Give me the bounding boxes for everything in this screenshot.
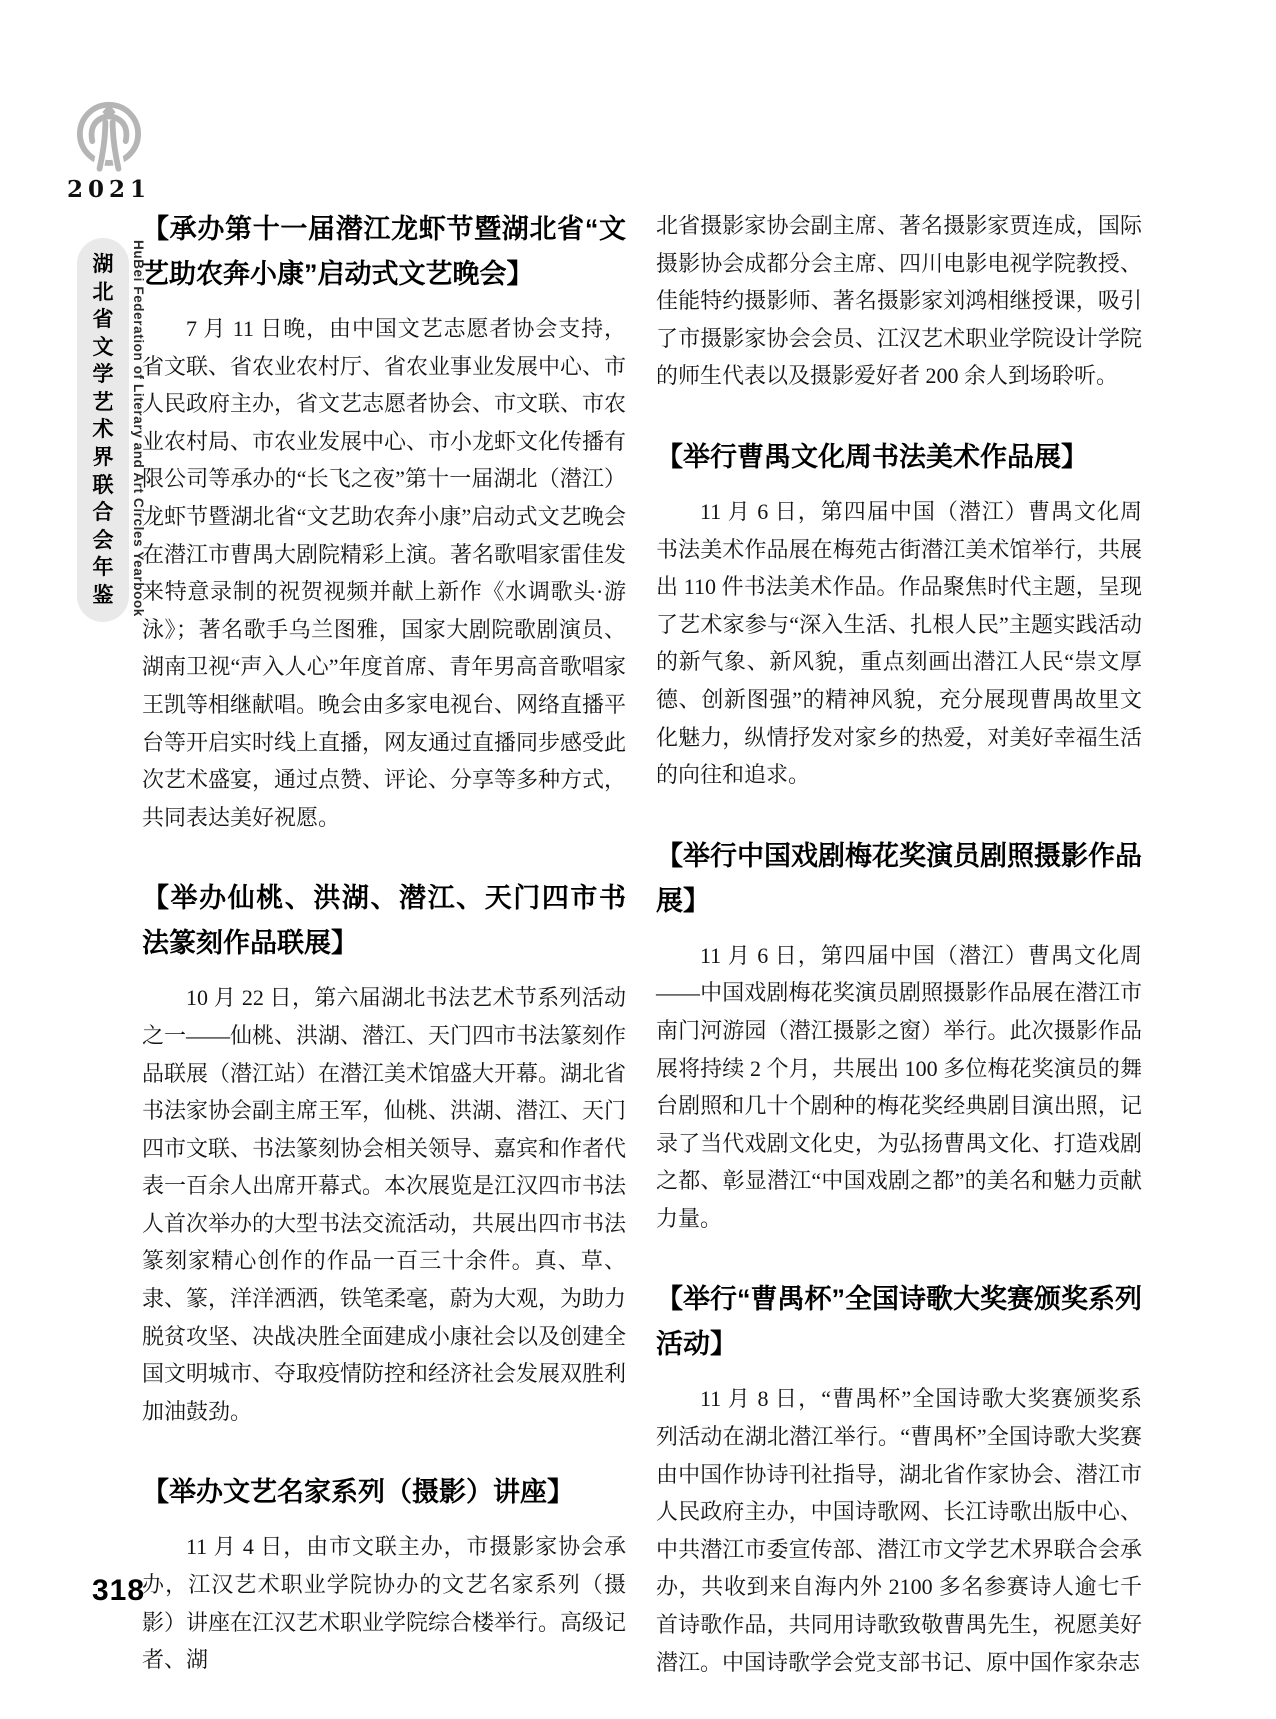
entry-paragraph: 7 月 11 日晚，由中国文艺志愿者协会支持，省文联、省农业农村厅、省农业事业发展中心、市人民政府主办，省文艺志愿者协会、市文联、市农业农村局、市农业发展中心、市小龙虾文化传播有限公司等承办的“长飞之夜”第十一届湖北（潜江）龙虾节暨湖北省“文艺助农奔小康”启动式文艺晚会在潜江市曹禺大剧院精彩上演。著名歌唱家雷佳发来特意录制的祝贺视频并献上新作《水调歌头·游泳》；著名歌手乌兰图雅，国家大剧院歌剧演员、湖南卫视“声入人心”年度首席、青年男高音歌唱家王凯等相继献唱。晚会由多家电视台、网络直播平台等开启实时线上直播，网友通过直播同步感受此次艺术盛宴，通过点赞、评论、分享等多种方式，共同表达美好祝愿。 bbox=[142, 316, 627, 830]
sidebar-chinese-title bbox=[77, 238, 129, 622]
entry-paragraph: 北省摄影家协会副主席、著名摄影家贾连成，国际摄影协会成都分会主席、四川电影电视学院教授、佳能特约摄影师、著名摄影家刘鸿相继授课，吸引了市摄影家协会会员、江汉艺术职业学院设计学院的师生代表以及摄影爱好者 200 余人到场聆听。 bbox=[656, 213, 1142, 389]
article-section bbox=[142, 207, 626, 836]
right-column bbox=[656, 207, 1142, 1681]
article-section bbox=[142, 876, 626, 1430]
entry-paragraph: 11 月 8 日，“曹禺杯”全国诗歌大奖赛颁奖系列活动在湖北潜江举行。“曹禺杯”全国诗歌大奖赛由中国作协诗刊社指导，湖北省作家协会、潜江市人民政府主办，中国诗歌网、长江诗歌出版中心、中共潜江市委宣传部、潜江市文学艺术界联合会承办，共收到来自海内外 2100 多名参赛诗人逾七千首诗歌作品，共同用诗歌致敬曹禺先生，祝愿美好潜江。中国诗歌学会党支部书记、原中国作家杂志 bbox=[656, 1386, 1142, 1675]
article-section bbox=[656, 435, 1142, 794]
article-section bbox=[656, 207, 1142, 395]
entry-heading: 【举行“曹禺杯”全国诗歌大奖赛颁奖系列活动】 bbox=[656, 1284, 1142, 1360]
article-section bbox=[656, 834, 1142, 1238]
sidebar-title-char: 术 bbox=[92, 418, 114, 442]
federation-logo-icon bbox=[72, 96, 146, 176]
sidebar-title-char: 文 bbox=[92, 335, 114, 359]
sidebar-title-char: 会 bbox=[92, 528, 114, 552]
sidebar-title-char: 合 bbox=[92, 501, 114, 525]
edition-year: 2021 bbox=[66, 176, 151, 203]
entry-heading: 【承办第十一届潜江龙虾节暨湖北省“文艺助农奔小康”启动式文艺晚会】 bbox=[142, 214, 626, 289]
left-column bbox=[142, 207, 626, 1679]
sidebar-title-char: 省 bbox=[92, 308, 114, 332]
sidebar-title-char: 联 bbox=[92, 473, 114, 497]
entry-heading: 【举办文艺名家系列（摄影）讲座】 bbox=[142, 1477, 574, 1508]
sidebar-title-char: 北 bbox=[92, 280, 114, 304]
entry-paragraph: 11 月 6 日，第四届中国（潜江）曹禺文化周——中国戏剧梅花奖演员剧照摄影作品展在潜江市南门河游园（潜江摄影之窗）举行。此次摄影作品展将持续 2 个月，共展出 100 多位梅花奖演员的舞台剧照和几十个剧种的梅花奖经典剧目演出照，记录了当代戏剧文化史，为弘扬曹禺文化、打造戏剧之都、彰显潜江“中国戏剧之都”的美名和魅力贡献力量。 bbox=[656, 942, 1142, 1231]
entry-paragraph: 11 月 4 日，由市文联主办，市摄影家协会承办，江汉艺术职业学院协办的文艺名家系列（摄影）讲座在江汉艺术职业学院综合楼举行。高级记者、湖 bbox=[142, 1534, 627, 1673]
logo-block bbox=[66, 96, 152, 203]
sidebar-english-title: HuBei Federation of Literary and Art Circles Yearbook bbox=[131, 240, 146, 617]
sidebar-title-char: 鉴 bbox=[92, 583, 114, 607]
article-section bbox=[142, 1470, 626, 1678]
article-section bbox=[656, 1277, 1142, 1681]
sidebar-title-char: 年 bbox=[92, 556, 114, 580]
sidebar-title-char: 界 bbox=[92, 446, 114, 470]
entry-heading: 【举行中国戏剧梅花奖演员剧照摄影作品展】 bbox=[656, 840, 1142, 916]
sidebar-title-char: 湖 bbox=[92, 253, 114, 276]
entry-heading: 【举行曹禺文化周书法美术作品展】 bbox=[656, 441, 1088, 472]
sidebar-title-char: 艺 bbox=[92, 390, 114, 414]
entry-heading: 【举办仙桃、洪湖、潜江、天门四市书法篆刻作品联展】 bbox=[142, 883, 626, 959]
sidebar-title-char: 学 bbox=[92, 363, 114, 387]
entry-paragraph: 11 月 6 日，第四届中国（潜江）曹禺文化周书法美术作品展在梅苑古街潜江美术馆举行，共展出 110 件书法美术作品。作品聚焦时代主题，呈现了艺术家参与“深入生活、扎根人民”主题实践活动的新气象、新风貌，重点刻画出潜江人民“崇文厚德、创新图强”的精神风貌，充分展现曹禺故里文化魅力，纵情抒发对家乡的热爱，对美好幸福生活的向往和追求。 bbox=[656, 498, 1142, 788]
entry-paragraph: 10 月 22 日，第六届湖北书法艺术节系列活动之一——仙桃、洪湖、潜江、天门四市书法篆刻作品联展（潜江站）在潜江美术馆盛大开幕。湖北省书法家协会副主席王军，仙桃、洪湖、潜江、天门四市文联、书法篆刻协会相关领导、嘉宾和作者代表一百余人出席开幕式。本次展览是江汉四市书法人首次举办的大型书法交流活动，共展出四市书法篆刻家精心创作的作品一百三十余件。真、草、隶、篆，洋洋洒洒，铁笔柔毫，蔚为大观，为助力脱贫攻坚、决战决胜全面建成小康社会以及创建全国文明城市、夺取疫情防控和经济社会发展双胜利加油鼓劲。 bbox=[142, 985, 627, 1424]
page-number: 318 bbox=[92, 1574, 146, 1607]
